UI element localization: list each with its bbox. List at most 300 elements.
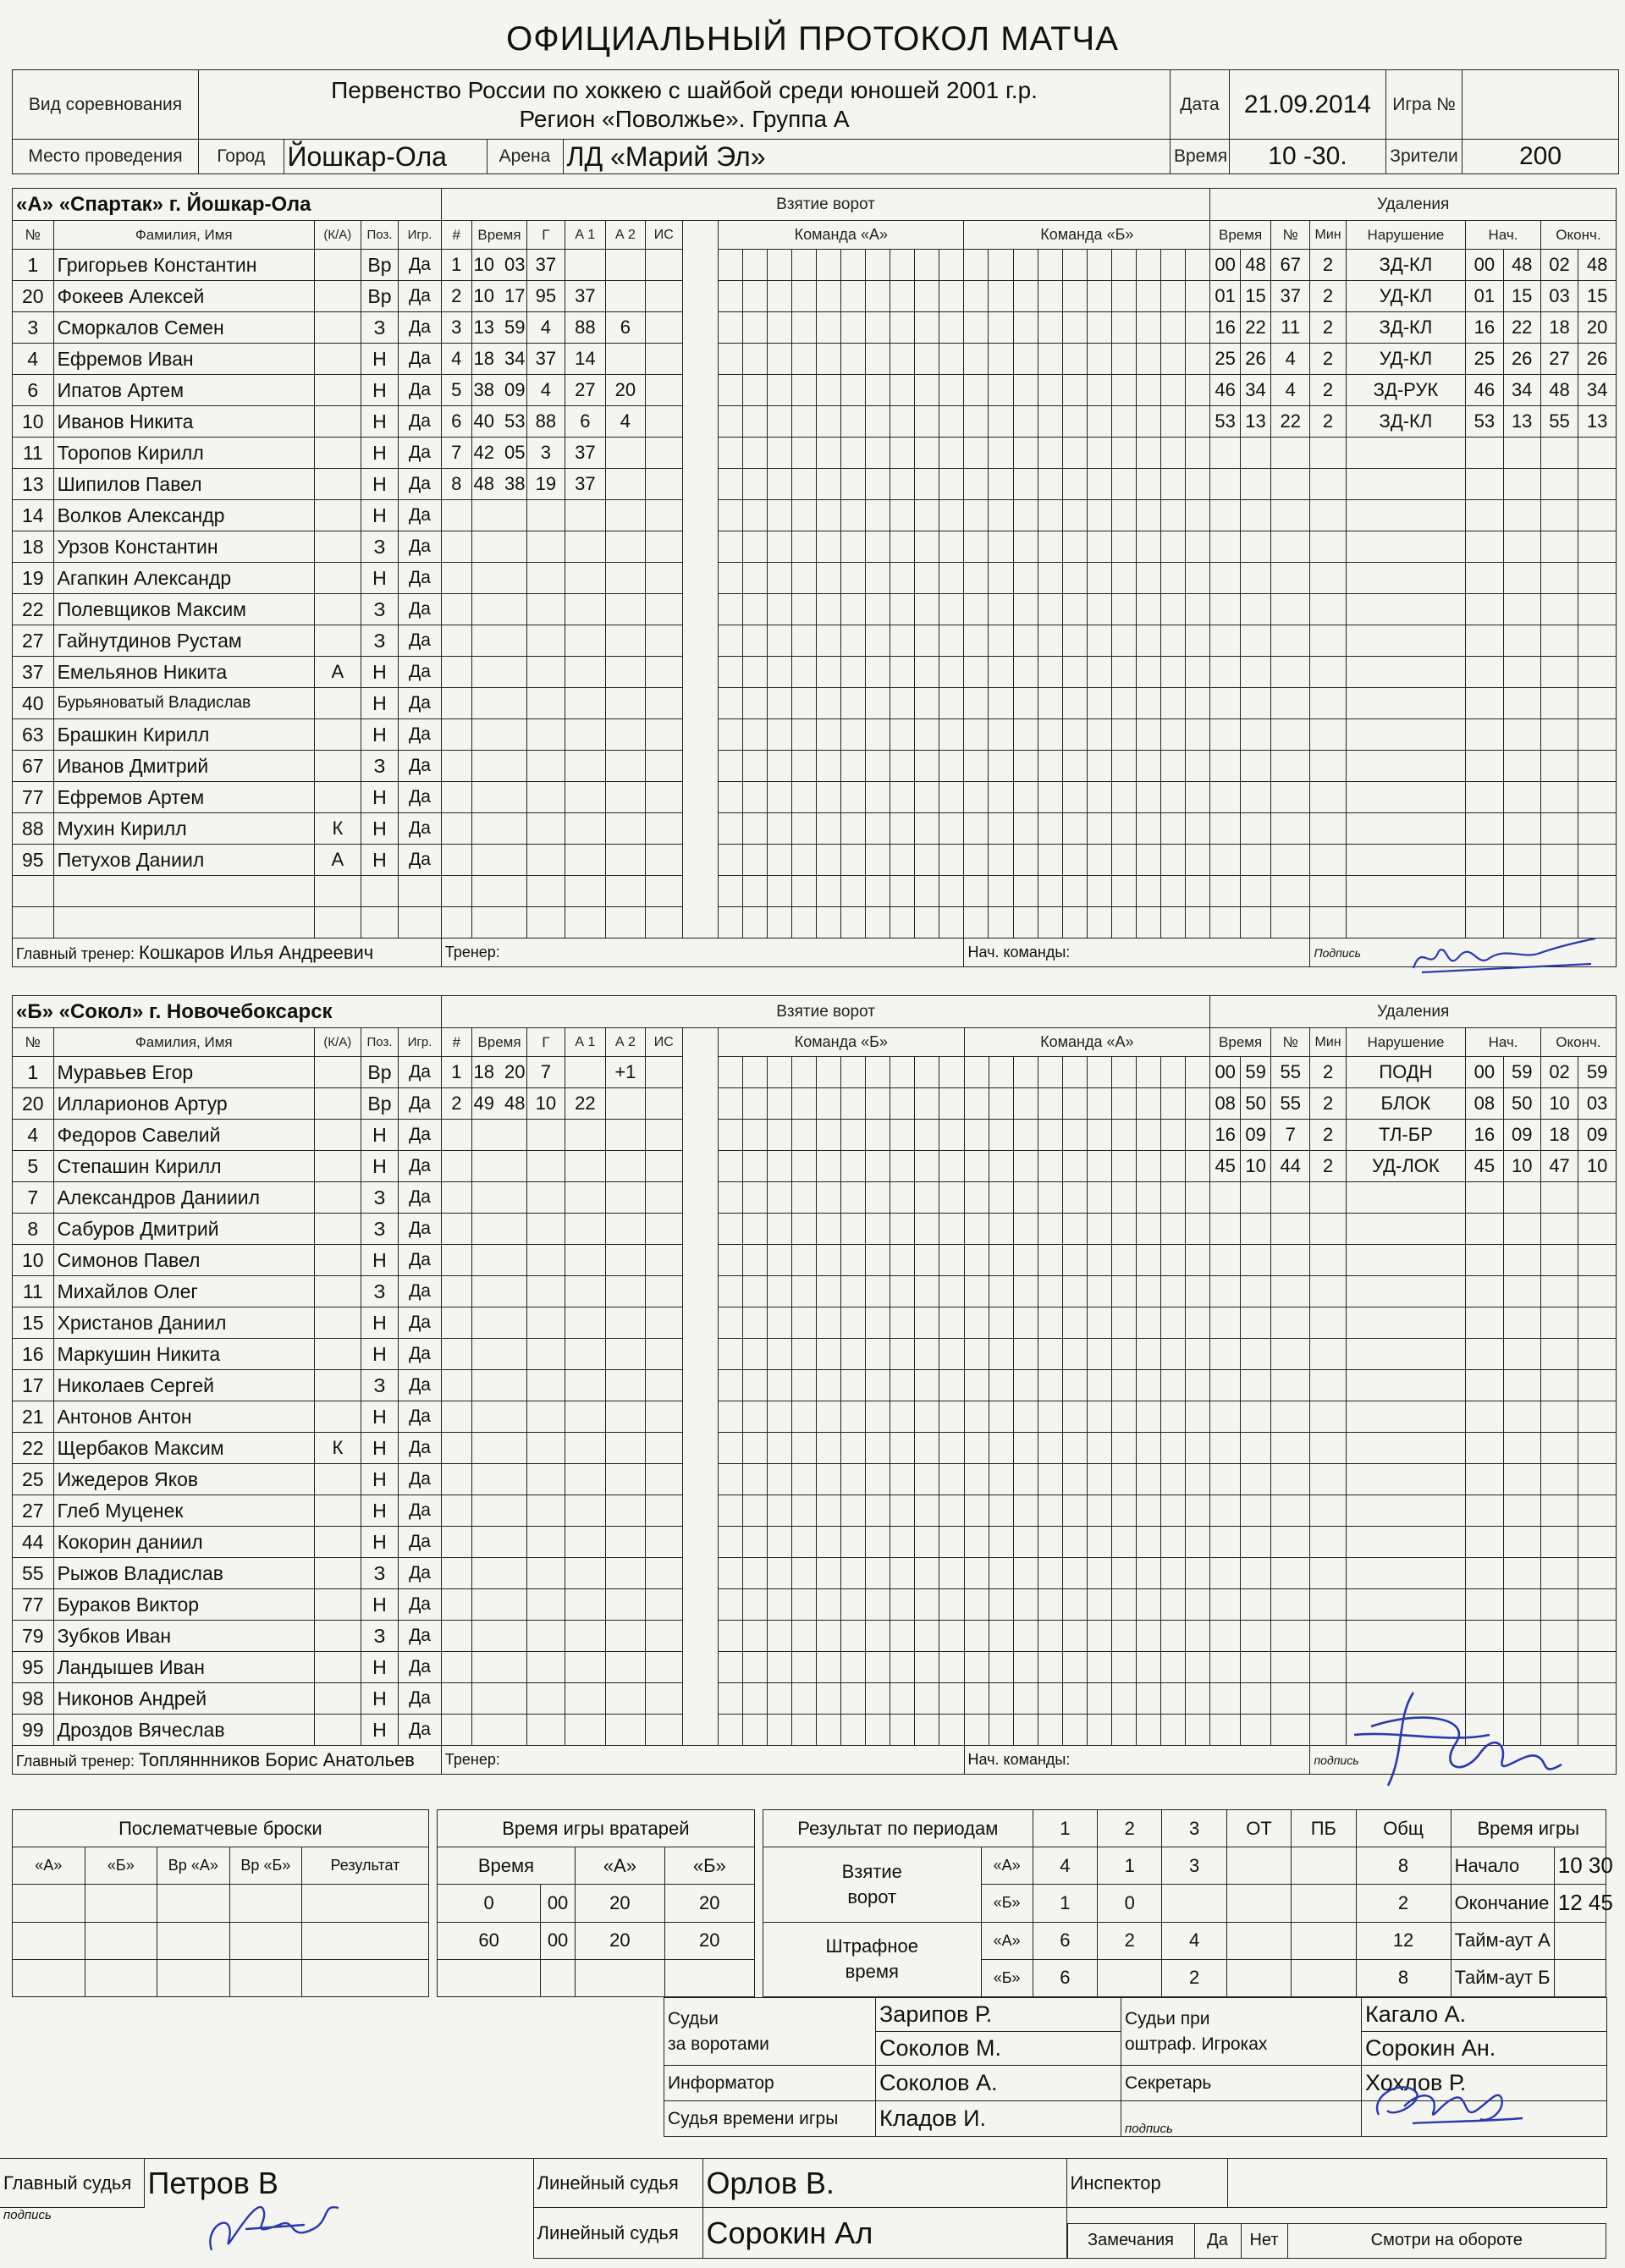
player-role xyxy=(314,406,361,438)
goals-b-ot xyxy=(1226,1885,1291,1922)
player-played: Да xyxy=(399,813,442,845)
goal-minute: 40 xyxy=(473,410,494,432)
penalty-start-min: 00 xyxy=(1466,250,1503,281)
secretary-signature xyxy=(1362,2073,1531,2132)
pim-a-total: 12 xyxy=(1356,1922,1451,1959)
player-played: Да xyxy=(399,1057,442,1088)
penalty-end-min: 02 xyxy=(1540,250,1578,281)
player-played: Да xyxy=(399,782,442,813)
goal-assist-1: 37 xyxy=(565,281,606,312)
goal-scorer: 19 xyxy=(527,469,565,500)
player-played: Да xyxy=(399,1464,442,1495)
shootout-col-vrb: Вр «Б» xyxy=(229,1847,302,1885)
player-name: Маркушин Никита xyxy=(53,1339,314,1370)
penalty-minutes: 2 xyxy=(1310,344,1346,375)
goal-assist-1 xyxy=(565,1057,606,1088)
penalty-end-sec: 20 xyxy=(1578,312,1617,344)
header-table xyxy=(12,69,1619,174)
team_a-row xyxy=(13,344,1617,375)
player-role xyxy=(314,688,361,719)
player-name: Урзов Константин xyxy=(53,531,314,563)
player-number: 22 xyxy=(13,1433,54,1464)
penalty-second: 26 xyxy=(1241,344,1271,375)
inspector-value xyxy=(1227,2159,1606,2208)
pim-b-p1: 6 xyxy=(1033,1959,1097,1996)
player-name: Александров Данииил xyxy=(53,1182,314,1214)
officials-table xyxy=(664,1997,1607,2137)
goal-assist-2 xyxy=(606,469,645,500)
player-number: 4 xyxy=(13,1120,54,1151)
player-role: К xyxy=(314,813,361,845)
team_a-col-goalnum: # xyxy=(441,221,471,250)
goal-number: 2 xyxy=(441,1088,471,1120)
team_b-row xyxy=(13,1057,1617,1088)
goal-assist-1: 14 xyxy=(565,344,606,375)
player-number: 27 xyxy=(13,625,54,657)
informer-label: Информатор xyxy=(664,2066,876,2101)
team-b-signature xyxy=(1346,1684,1591,1803)
player-position: Н xyxy=(361,1495,398,1527)
player-position: З xyxy=(361,312,398,344)
penalty-end-min: 03 xyxy=(1540,281,1578,312)
pim-a-p3: 4 xyxy=(1162,1922,1226,1959)
player-role xyxy=(314,563,361,594)
penalty-minutes: 2 xyxy=(1310,250,1346,281)
player-number: 7 xyxy=(13,1182,54,1214)
penalty-minute: 16 xyxy=(1210,312,1241,344)
goal-second: 09 xyxy=(504,379,526,400)
team_b-col-violation: Нарушение xyxy=(1346,1028,1466,1057)
team_b-chief-label: Нач. команды: xyxy=(964,1746,1310,1775)
goal-number: 8 xyxy=(441,469,471,500)
player-name: Сабуров Дмитрий xyxy=(53,1214,314,1245)
player-position: З xyxy=(361,751,398,782)
team_b-col-played: Игр. xyxy=(399,1028,442,1057)
player-played: Да xyxy=(399,1621,442,1652)
goals-label: Взятие xyxy=(841,1860,902,1882)
team_a-row xyxy=(13,719,1617,751)
team_a-row xyxy=(13,375,1617,406)
player-name: Ландышев Иван xyxy=(53,1652,314,1683)
goals-a-p3: 3 xyxy=(1162,1847,1226,1885)
team_b-row xyxy=(13,1464,1617,1495)
player-position: Н xyxy=(361,1589,398,1621)
penalty-judges-label-2: оштраф. Игроках xyxy=(1125,2034,1268,2054)
penalty-minutes: 2 xyxy=(1310,1151,1346,1182)
penalty-start-min: 45 xyxy=(1466,1151,1503,1182)
player-role xyxy=(314,344,361,375)
arena-label: Арена xyxy=(487,140,563,173)
team_a-col-end: Оконч. xyxy=(1540,221,1616,250)
player-name: Агапкин Александр xyxy=(53,563,314,594)
goal-assist-2: 20 xyxy=(606,375,645,406)
shootout-col-vra: Вр «А» xyxy=(157,1847,230,1885)
penalty-player: 7 xyxy=(1271,1120,1310,1151)
player-role xyxy=(314,1683,361,1715)
player-name: Волков Александр xyxy=(53,500,314,531)
gk-r2-b: 20 xyxy=(664,1922,754,1959)
penalty-end-min: 10 xyxy=(1540,1088,1578,1120)
goal-scorer: 88 xyxy=(527,406,565,438)
team_b-col-a2: А 2 xyxy=(606,1028,645,1057)
player-number: 10 xyxy=(13,406,54,438)
player-role xyxy=(314,594,361,625)
player-role: А xyxy=(314,845,361,876)
goal-assist-2: 6 xyxy=(606,312,645,344)
player-role xyxy=(314,1370,361,1401)
team-a-signature xyxy=(1396,934,1600,985)
player-number: 18 xyxy=(13,531,54,563)
team_a-row xyxy=(13,406,1617,438)
see-back: Смотри на обороте xyxy=(1287,2223,1606,2258)
team_a-row xyxy=(13,782,1617,813)
team_a-col-violation: Нарушение xyxy=(1346,221,1466,250)
penalty-second: 48 xyxy=(1241,250,1271,281)
player-number: 55 xyxy=(13,1558,54,1589)
player-played: Да xyxy=(399,1088,442,1120)
player-number: 11 xyxy=(13,1276,54,1307)
penalty-end-sec: 34 xyxy=(1578,375,1617,406)
player-number: 14 xyxy=(13,500,54,531)
goal-assist-1: 22 xyxy=(565,1088,606,1120)
player-position: Н xyxy=(361,1433,398,1464)
player-role xyxy=(314,375,361,406)
player-played: Да xyxy=(399,688,442,719)
gk-r1-min: 0 xyxy=(437,1885,540,1922)
player-played: Да xyxy=(399,1683,442,1715)
player-played: Да xyxy=(399,563,442,594)
penalty-start-sec: 13 xyxy=(1503,406,1540,438)
team_a-coach-label: Главный тренер: xyxy=(16,944,135,962)
player-number: 27 xyxy=(13,1495,54,1527)
team_b-coach: Топляннников Борис Анатольев xyxy=(139,1748,415,1770)
penalty-end-min: 18 xyxy=(1540,1120,1578,1151)
team_b-row xyxy=(13,1527,1617,1558)
player-played: Да xyxy=(399,1652,442,1683)
goal-judge-1: Зарипов Р. xyxy=(876,1998,1121,2032)
penalty-start-sec: 26 xyxy=(1503,344,1540,375)
gk-r2-a: 20 xyxy=(575,1922,664,1959)
team_a-row xyxy=(13,469,1617,500)
penalty-player: 55 xyxy=(1271,1088,1310,1120)
protocol-title: ОФИЦИАЛЬНЫЙ ПРОТОКОЛ МАТЧА xyxy=(506,20,1119,58)
player-number: 95 xyxy=(13,845,54,876)
player-role xyxy=(314,1307,361,1339)
team_a-row xyxy=(13,688,1617,719)
place-label: Место проведения xyxy=(13,140,199,174)
pim-b-pb xyxy=(1292,1959,1356,1996)
goal-scorer: 37 xyxy=(527,250,565,281)
linesman-2-value: Сорокин Ал xyxy=(702,2208,1066,2259)
penalty-end-sec: 03 xyxy=(1578,1088,1617,1120)
player-position: Н xyxy=(361,1401,398,1433)
goal-number: 4 xyxy=(441,344,471,375)
penalty-minute: 46 xyxy=(1210,375,1241,406)
player-number: 13 xyxy=(13,469,54,500)
penalty-violation: ЗД-РУК xyxy=(1346,375,1466,406)
team_b-col-is: ИС xyxy=(645,1028,682,1057)
pim-b-tag: «Б» xyxy=(981,1959,1033,1996)
player-name: Ефремов Иван xyxy=(53,344,314,375)
player-role xyxy=(314,1245,361,1276)
team_a-col-start: Нач. xyxy=(1466,221,1541,250)
goal-number: 1 xyxy=(441,250,471,281)
main-referee-signature-cell xyxy=(144,2208,533,2259)
goal-minute: 10 xyxy=(473,254,494,275)
player-role xyxy=(314,1214,361,1245)
team_a-row xyxy=(13,657,1617,688)
team_b-goals-title: Взятие ворот xyxy=(441,996,1209,1028)
goal-scorer: 4 xyxy=(527,312,565,344)
player-played: Да xyxy=(399,312,442,344)
player-number: 8 xyxy=(13,1214,54,1245)
inspector-label: Инспектор xyxy=(1066,2159,1227,2208)
team_b-row xyxy=(13,1245,1617,1276)
start-label: Начало xyxy=(1451,1847,1554,1885)
goal-judges-label: Судьи xyxy=(668,2008,719,2029)
goal-assist-1: 88 xyxy=(565,312,606,344)
goals-b-tag: «Б» xyxy=(981,1885,1033,1922)
player-number: 1 xyxy=(13,250,54,281)
player-name: Муравьев Егор xyxy=(53,1057,314,1088)
goal-second: 38 xyxy=(504,473,526,494)
player-played: Да xyxy=(399,500,442,531)
team_a-row xyxy=(13,751,1617,782)
player-played: Да xyxy=(399,1182,442,1214)
player-role xyxy=(314,1151,361,1182)
penalty-judge-1: Кагало А. xyxy=(1362,1998,1607,2032)
player-name: Михайлов Олег xyxy=(53,1276,314,1307)
team_a-row xyxy=(13,500,1617,531)
player-role xyxy=(314,500,361,531)
player-name: Николаев Сергей xyxy=(53,1370,314,1401)
player-number: 77 xyxy=(13,782,54,813)
team_b-row xyxy=(13,1120,1617,1151)
team_b-row xyxy=(13,1088,1617,1120)
team_a-row xyxy=(13,876,1617,907)
player-played: Да xyxy=(399,1589,442,1621)
notes-no: Нет xyxy=(1241,2223,1287,2258)
player-number: 95 xyxy=(13,1652,54,1683)
player-role xyxy=(314,531,361,563)
period-hot: ОТ xyxy=(1226,1810,1291,1847)
penalty-player: 37 xyxy=(1270,281,1309,312)
penalty-start-sec: 15 xyxy=(1503,281,1540,312)
penalty-end-sec: 15 xyxy=(1578,281,1617,312)
team_b-title: «Б» «Сокол» г. Новочебоксарск xyxy=(13,996,442,1028)
team_a-coach: Кошкаров Илья Андреевич xyxy=(139,941,374,963)
goal-second: 48 xyxy=(504,1093,526,1114)
player-number: 21 xyxy=(13,1401,54,1433)
player-name: Щербаков Максим xyxy=(53,1433,314,1464)
player-role xyxy=(314,1527,361,1558)
player-played: Да xyxy=(399,719,442,751)
penalty-minutes: 2 xyxy=(1310,281,1346,312)
player-name: Христанов Даниил xyxy=(53,1307,314,1339)
summary-table xyxy=(12,1809,1613,1997)
player-number: 15 xyxy=(13,1307,54,1339)
player-name: Федоров Савелий xyxy=(53,1120,314,1151)
goal-minute: 18 xyxy=(473,348,494,369)
linesman-1-value: Орлов В. xyxy=(702,2159,1066,2208)
gk-col-b: «Б» xyxy=(664,1847,754,1885)
player-name: Торопов Кирилл xyxy=(53,438,314,469)
gk-r1-a: 20 xyxy=(575,1885,664,1922)
player-position: Вр xyxy=(361,281,398,312)
team_a-row xyxy=(13,312,1617,344)
player-position: Н xyxy=(361,500,398,531)
penalty-end-min: 18 xyxy=(1540,312,1578,344)
main-referee-signature xyxy=(186,2191,372,2259)
team_b-row xyxy=(13,1401,1617,1433)
goal-second: 17 xyxy=(504,285,526,306)
player-name: Ипатов Артем xyxy=(53,375,314,406)
team_b-row xyxy=(13,1621,1617,1652)
player-number: 19 xyxy=(13,563,54,594)
penalty-minutes: 2 xyxy=(1310,312,1346,344)
goal-minute: 13 xyxy=(473,317,494,338)
pim-a-p1: 6 xyxy=(1033,1922,1097,1959)
team_a-col-position: Поз. xyxy=(361,221,398,250)
player-role xyxy=(314,1088,361,1120)
goal-second: 03 xyxy=(504,254,526,275)
goals-a-p1: 4 xyxy=(1033,1847,1097,1885)
player-position: Н xyxy=(361,1339,398,1370)
penalty-second: 59 xyxy=(1241,1057,1271,1088)
goal-assist-2 xyxy=(606,438,645,469)
player-played: Да xyxy=(399,1370,442,1401)
goal-number: 6 xyxy=(441,406,471,438)
player-role xyxy=(314,250,361,281)
player-played: Да xyxy=(399,751,442,782)
penalty-start-sec: 10 xyxy=(1503,1151,1540,1182)
penalty-start-sec: 22 xyxy=(1503,312,1540,344)
player-role xyxy=(314,312,361,344)
player-role xyxy=(314,1589,361,1621)
goal-minute: 42 xyxy=(473,442,494,463)
penalty-judge-2: Сорокин Ан. xyxy=(1362,2032,1607,2066)
goal-number: 5 xyxy=(441,375,471,406)
penalty-minute: 45 xyxy=(1210,1151,1241,1182)
team_a-row xyxy=(13,625,1617,657)
team_b-row xyxy=(13,1339,1617,1370)
team_b-penalties-title: Удаления xyxy=(1210,996,1617,1028)
timekeeper-label: Судья времени игры xyxy=(664,2101,876,2137)
team_b-col-pennum: № xyxy=(1271,1028,1310,1057)
team_a-col-a2: А 2 xyxy=(606,221,645,250)
team_a-col-number: № xyxy=(13,221,54,250)
referees-table xyxy=(0,2158,1607,2259)
player-position: Н xyxy=(361,344,398,375)
start-min: 30 xyxy=(1588,1852,1613,1879)
player-number: 98 xyxy=(13,1683,54,1715)
goal-assist-1 xyxy=(565,250,606,281)
competition-line2: Регион «Поволжье». Группа А xyxy=(519,105,850,132)
team_a-penalties-title: Удаления xyxy=(1210,189,1617,221)
spectators-label: Зрители xyxy=(1386,140,1462,174)
player-role xyxy=(314,1401,361,1433)
penalty-start-min: 16 xyxy=(1466,1120,1503,1151)
penalty-start-sec: 50 xyxy=(1503,1088,1540,1120)
pim-a-p2: 2 xyxy=(1098,1922,1162,1959)
player-number: 37 xyxy=(13,657,54,688)
goals-a-p2: 1 xyxy=(1098,1847,1162,1885)
informer-value: Соколов А. xyxy=(876,2066,1121,2101)
team_b-col-name: Фамилия, Имя xyxy=(53,1028,314,1057)
player-position: Н xyxy=(361,438,398,469)
gk-r2-sec: 00 xyxy=(541,1922,576,1959)
goal-assist-2 xyxy=(606,250,645,281)
player-number: 20 xyxy=(13,281,54,312)
start-hour: 10 xyxy=(1557,1852,1583,1879)
end-min: 45 xyxy=(1588,1890,1613,1916)
player-number: 20 xyxy=(13,1088,54,1120)
player-name: Фокеев Алексей xyxy=(53,281,314,312)
player-name: Антонов Антон xyxy=(53,1401,314,1433)
player-played: Да xyxy=(399,1245,442,1276)
player-role xyxy=(314,782,361,813)
player-number: 10 xyxy=(13,1245,54,1276)
pim-a-tag: «А» xyxy=(981,1922,1033,1959)
team_a-row xyxy=(13,281,1617,312)
period-htotal: Общ xyxy=(1356,1810,1451,1847)
player-role xyxy=(314,438,361,469)
player-played: Да xyxy=(399,594,442,625)
team_b-row xyxy=(13,1214,1617,1245)
player-number: 63 xyxy=(13,719,54,751)
team_a-title: «А» «Спартак» г. Йошкар-Ола xyxy=(13,189,442,221)
player-position: Н xyxy=(361,813,398,845)
team_a-goals-title: Взятие ворот xyxy=(441,189,1209,221)
penalty-minute: 08 xyxy=(1210,1088,1241,1120)
team_a-row xyxy=(13,563,1617,594)
team_a-col-name: Фамилия, Имя xyxy=(53,221,314,250)
main-referee-value: Петров В xyxy=(144,2159,533,2208)
team_b-col-position: Поз. xyxy=(361,1028,398,1057)
pim-a-pb xyxy=(1292,1922,1356,1959)
time-value: 10 -30. xyxy=(1230,140,1386,174)
player-played: Да xyxy=(399,469,442,500)
player-played: Да xyxy=(399,625,442,657)
penalty-end-sec: 10 xyxy=(1578,1151,1617,1182)
player-played: Да xyxy=(399,406,442,438)
team_b-col-ka: (К/А) xyxy=(314,1028,361,1057)
player-position: Н xyxy=(361,782,398,813)
secretary-label: Секретарь xyxy=(1121,2066,1362,2101)
goal-assist-2 xyxy=(606,281,645,312)
goal-judges-label-2: за воротами xyxy=(668,2034,769,2054)
penalty-minutes: 2 xyxy=(1310,406,1346,438)
player-position: Н xyxy=(361,1120,398,1151)
penalty-start-min: 53 xyxy=(1466,406,1503,438)
goalie-time-title: Время игры вратарей xyxy=(437,1810,754,1847)
goal-number: 2 xyxy=(441,281,471,312)
player-name: Петухов Даниил xyxy=(53,845,314,876)
player-role xyxy=(314,1652,361,1683)
penalty-end-sec: 48 xyxy=(1578,250,1617,281)
goal-second: 59 xyxy=(504,317,526,338)
player-position: Н xyxy=(361,688,398,719)
player-number: 1 xyxy=(13,1057,54,1088)
player-number: 5 xyxy=(13,1151,54,1182)
player-position: Н xyxy=(361,719,398,751)
player-role xyxy=(314,1339,361,1370)
player-name: Григорьев Константин xyxy=(53,250,314,281)
penalty-end-min: 27 xyxy=(1540,344,1578,375)
player-position: З xyxy=(361,1621,398,1652)
date-value: 21.09.2014 xyxy=(1230,70,1386,140)
player-number: 22 xyxy=(13,594,54,625)
